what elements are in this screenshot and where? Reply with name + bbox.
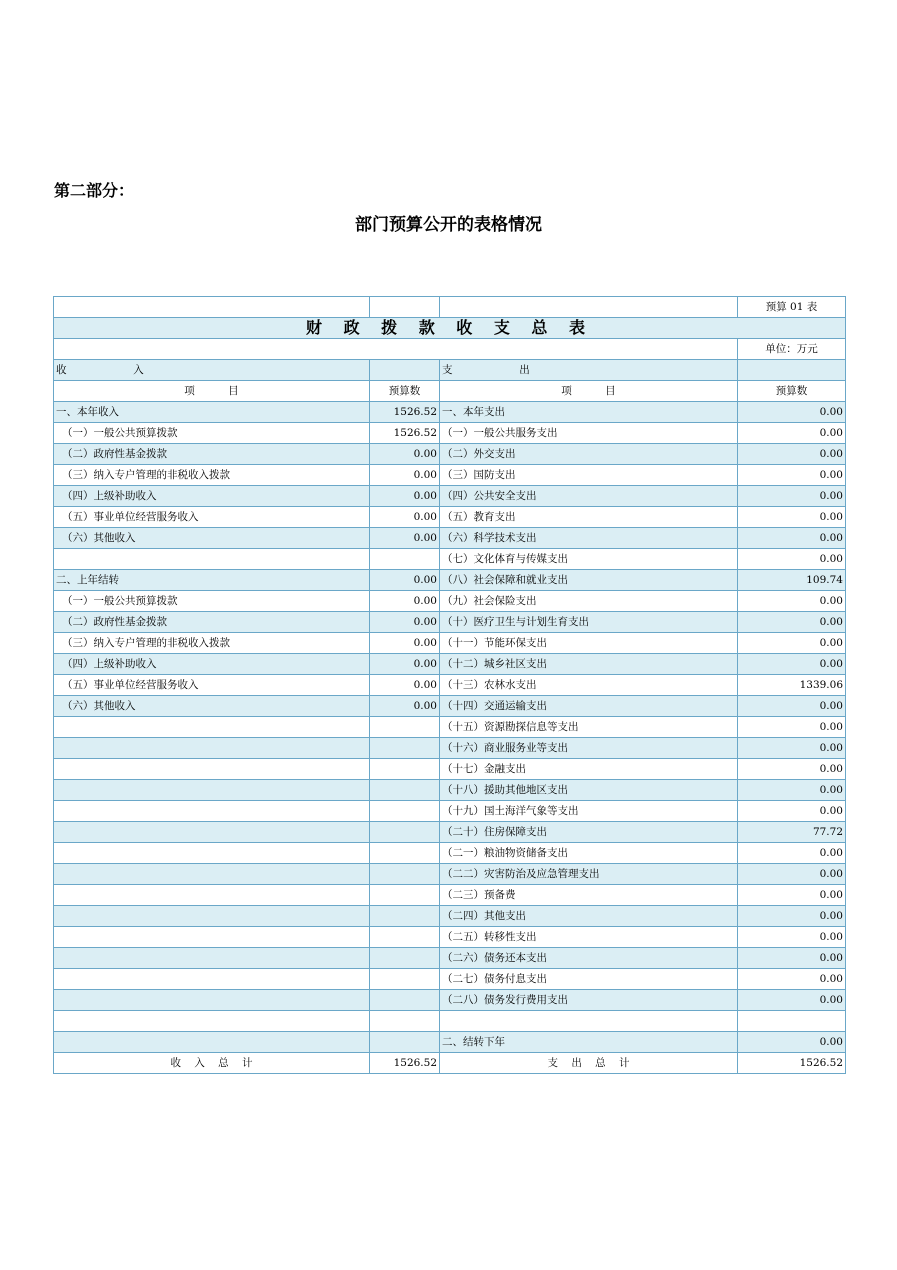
- table-row: [54, 906, 846, 927]
- table-row: [54, 402, 846, 423]
- expense-amount: 109.74: [738, 570, 846, 591]
- expense-item: （九）社会保险支出: [440, 591, 738, 612]
- expense-amount: 0.00: [738, 843, 846, 864]
- section-header-row: [54, 360, 846, 381]
- table-row: [54, 1011, 846, 1032]
- expense-item: （十）医疗卫生与计划生育支出: [440, 612, 738, 633]
- expense-amount: 0.00: [738, 1032, 846, 1053]
- income-amount: 0.00: [370, 591, 440, 612]
- expense-item: （五）教育支出: [440, 507, 738, 528]
- income-item: （三）纳入专户管理的非税收入拨款: [54, 633, 370, 654]
- income-item: [54, 717, 370, 738]
- expense-item: （十六）商业服务业等支出: [440, 738, 738, 759]
- form-number: 预算 01 表: [738, 297, 846, 318]
- table-row: [54, 717, 846, 738]
- table-row: [54, 675, 846, 696]
- income-amount: [370, 990, 440, 1011]
- expense-amount: 0.00: [738, 759, 846, 780]
- expense-item: （二八）债务发行费用支出: [440, 990, 738, 1011]
- table-row: [54, 843, 846, 864]
- expense-amount: 0.00: [738, 612, 846, 633]
- income-amount: [370, 822, 440, 843]
- expense-amount: 0.00: [738, 969, 846, 990]
- expense-item: （七）文化体育与传媒支出: [440, 549, 738, 570]
- expense-item: （二五）转移性支出: [440, 927, 738, 948]
- table-row: [54, 591, 846, 612]
- expense-item: （十七）金融支出: [440, 759, 738, 780]
- income-item: [54, 759, 370, 780]
- expense-item: （二二）灾害防治及应急管理支出: [440, 864, 738, 885]
- income-item: （三）纳入专户管理的非税收入拨款: [54, 465, 370, 486]
- income-amount: [370, 759, 440, 780]
- table-title-row: [54, 318, 846, 339]
- expense-item: （二）外交支出: [440, 444, 738, 465]
- table-row: [54, 444, 846, 465]
- table-row: [54, 528, 846, 549]
- expense-item: 一、本年支出: [440, 402, 738, 423]
- income-amount: [370, 906, 440, 927]
- income-amount: 1526.52: [370, 423, 440, 444]
- table-row: [54, 885, 846, 906]
- expense-amount: 0.00: [738, 549, 846, 570]
- column-header-row: [54, 381, 846, 402]
- income-item: （四）上级补助收入: [54, 486, 370, 507]
- income-item: [54, 969, 370, 990]
- table-row: [54, 612, 846, 633]
- table-row: [54, 822, 846, 843]
- income-item: [54, 1032, 370, 1053]
- table-row: [54, 654, 846, 675]
- expense-item: （四）公共安全支出: [440, 486, 738, 507]
- income-amount: 0.00: [370, 696, 440, 717]
- expense-total-label: 支 出 总 计: [440, 1053, 738, 1074]
- income-amount: 0.00: [370, 675, 440, 696]
- expense-amount: 0.00: [738, 948, 846, 969]
- expense-amount: 0.00: [738, 696, 846, 717]
- income-item: 一、本年收入: [54, 402, 370, 423]
- data-rows: [54, 402, 846, 1053]
- income-amount: [370, 1032, 440, 1053]
- expense-item: （二四）其他支出: [440, 906, 738, 927]
- table-row: [54, 990, 846, 1011]
- income-item: [54, 549, 370, 570]
- income-item: [54, 843, 370, 864]
- table-row: [54, 738, 846, 759]
- table-row: [54, 486, 846, 507]
- table-row: [54, 759, 846, 780]
- expense-item: （十五）资源勘探信息等支出: [440, 717, 738, 738]
- expense-amount: 0.00: [738, 780, 846, 801]
- unit-row: [54, 339, 846, 360]
- expense-item-header: 项 目: [440, 381, 738, 402]
- expense-item: （十四）交通运输支出: [440, 696, 738, 717]
- expense-item: [440, 1011, 738, 1032]
- income-amount: [370, 969, 440, 990]
- expense-total-value: 1526.52: [738, 1053, 846, 1074]
- table-row: [54, 969, 846, 990]
- budget-summary-table: [53, 296, 846, 1074]
- income-amount: 0.00: [370, 654, 440, 675]
- part-heading: 第二部分：: [54, 181, 135, 200]
- expense-amount: 0.00: [738, 717, 846, 738]
- income-total-label: 收 入 总 计: [54, 1053, 370, 1074]
- income-amount: [370, 801, 440, 822]
- income-item: [54, 738, 370, 759]
- income-amount: 0.00: [370, 633, 440, 654]
- table-row: [54, 633, 846, 654]
- total-row: [54, 1053, 846, 1074]
- income-amount: [370, 927, 440, 948]
- income-amount: [370, 864, 440, 885]
- expense-amount: 0.00: [738, 528, 846, 549]
- table-title: 财 政 拨 款 收 支 总 表: [54, 318, 846, 339]
- table-row: [54, 1032, 846, 1053]
- table-row: [54, 507, 846, 528]
- expense-amount: 0.00: [738, 507, 846, 528]
- income-amount: 0.00: [370, 486, 440, 507]
- document-title: 部门预算公开的表格情况: [355, 215, 542, 235]
- table-row: [54, 780, 846, 801]
- income-amount: 0.00: [370, 612, 440, 633]
- expense-amount: 0.00: [738, 906, 846, 927]
- expense-amount: [738, 1011, 846, 1032]
- income-item: [54, 927, 370, 948]
- income-amount: 0.00: [370, 570, 440, 591]
- table-row: [54, 801, 846, 822]
- expense-amount: 0.00: [738, 402, 846, 423]
- expense-amount: 0.00: [738, 738, 846, 759]
- expense-amount: 0.00: [738, 465, 846, 486]
- expense-amount: 0.00: [738, 591, 846, 612]
- income-item: 二、上年结转: [54, 570, 370, 591]
- expense-amount: 0.00: [738, 423, 846, 444]
- table-row: [54, 423, 846, 444]
- income-item: （一）一般公共预算拨款: [54, 423, 370, 444]
- income-item: （六）其他收入: [54, 528, 370, 549]
- expense-item: 二、结转下年: [440, 1032, 738, 1053]
- expense-amount: 1339.06: [738, 675, 846, 696]
- income-item: （六）其他收入: [54, 696, 370, 717]
- income-amount: [370, 1011, 440, 1032]
- income-item: [54, 1011, 370, 1032]
- income-item: [54, 864, 370, 885]
- expense-item: （二十）住房保障支出: [440, 822, 738, 843]
- income-amount: [370, 780, 440, 801]
- income-amount: [370, 843, 440, 864]
- expense-amount: 0.00: [738, 990, 846, 1011]
- income-item: （二）政府性基金拨款: [54, 444, 370, 465]
- expense-amount: 0.00: [738, 801, 846, 822]
- expense-item: （二一）粮油物资储备支出: [440, 843, 738, 864]
- income-amount: [370, 885, 440, 906]
- table-row: [54, 465, 846, 486]
- form-number-row: [54, 297, 846, 318]
- expense-amount: 0.00: [738, 885, 846, 906]
- expense-item: （六）科学技术支出: [440, 528, 738, 549]
- expense-amount: 77.72: [738, 822, 846, 843]
- income-header: 收 入: [54, 360, 370, 381]
- income-amount-header: 预算数: [370, 381, 440, 402]
- expense-amount: 0.00: [738, 927, 846, 948]
- income-item: [54, 906, 370, 927]
- income-item: [54, 990, 370, 1011]
- table-row: [54, 948, 846, 969]
- income-item: [54, 885, 370, 906]
- expense-item: （二七）债务付息支出: [440, 969, 738, 990]
- expense-amount-header: 预算数: [738, 381, 846, 402]
- expense-amount: 0.00: [738, 486, 846, 507]
- income-item: [54, 780, 370, 801]
- expense-amount: 0.00: [738, 654, 846, 675]
- income-item: （五）事业单位经营服务收入: [54, 507, 370, 528]
- expense-amount: 0.00: [738, 633, 846, 654]
- expense-item: （二三）预备费: [440, 885, 738, 906]
- income-amount: 0.00: [370, 528, 440, 549]
- table-row: [54, 549, 846, 570]
- income-item: [54, 801, 370, 822]
- income-item-header: 项 目: [54, 381, 370, 402]
- income-item: （二）政府性基金拨款: [54, 612, 370, 633]
- expense-item: （十二）城乡社区支出: [440, 654, 738, 675]
- expense-amount: 0.00: [738, 444, 846, 465]
- income-total-value: 1526.52: [370, 1053, 440, 1074]
- expense-item: （十三）农林水支出: [440, 675, 738, 696]
- income-amount: [370, 549, 440, 570]
- income-item: （四）上级补助收入: [54, 654, 370, 675]
- income-amount: [370, 948, 440, 969]
- expense-item: （一）一般公共服务支出: [440, 423, 738, 444]
- income-amount: 1526.52: [370, 402, 440, 423]
- expense-header: 支 出: [440, 360, 738, 381]
- expense-item: （八）社会保障和就业支出: [440, 570, 738, 591]
- income-amount: 0.00: [370, 507, 440, 528]
- table-row: [54, 927, 846, 948]
- expense-item: （十九）国土海洋气象等支出: [440, 801, 738, 822]
- income-amount: 0.00: [370, 465, 440, 486]
- expense-item: （三）国防支出: [440, 465, 738, 486]
- expense-item: （二六）债务还本支出: [440, 948, 738, 969]
- income-item: [54, 948, 370, 969]
- income-item: （五）事业单位经营服务收入: [54, 675, 370, 696]
- income-amount: 0.00: [370, 444, 440, 465]
- income-amount: [370, 738, 440, 759]
- income-amount: [370, 717, 440, 738]
- unit-label: 单位：万元: [738, 339, 846, 360]
- expense-item: （十八）援助其他地区支出: [440, 780, 738, 801]
- income-item: [54, 822, 370, 843]
- expense-item: （十一）节能环保支出: [440, 633, 738, 654]
- table-row: [54, 864, 846, 885]
- table-row: [54, 570, 846, 591]
- income-item: （一）一般公共预算拨款: [54, 591, 370, 612]
- table-row: [54, 696, 846, 717]
- expense-amount: 0.00: [738, 864, 846, 885]
